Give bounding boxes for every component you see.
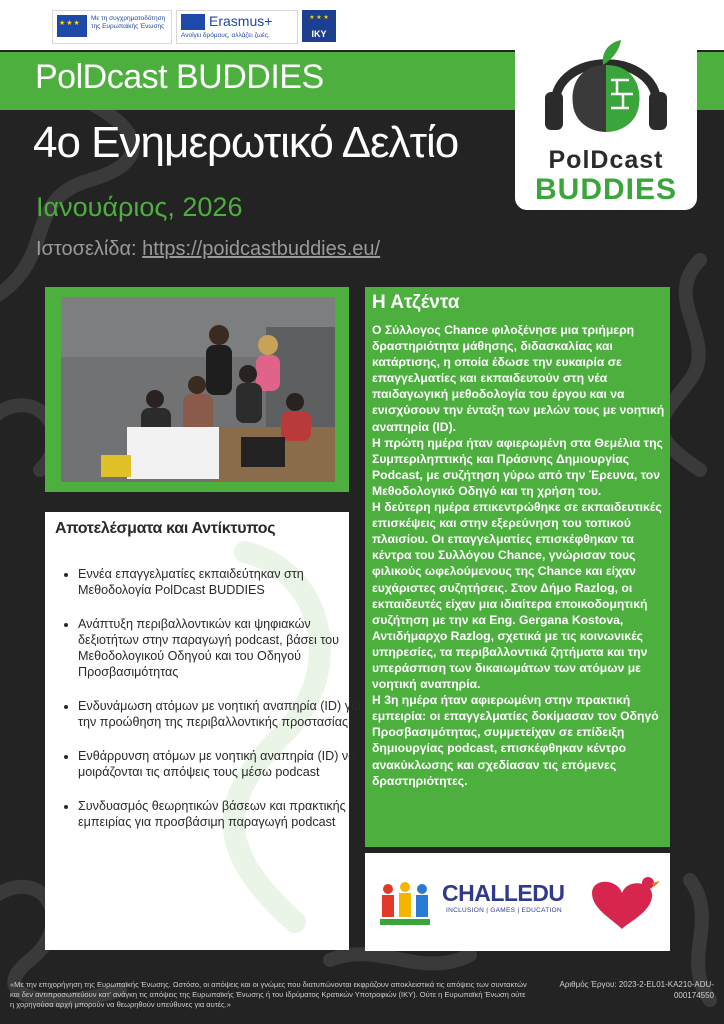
agenda-paragraph: Η πρώτη ημέρα ήταν αφιερωμένη στα Θεμέλια της Συμπεριληπτικής και Πράσινης Δημιουργίας Podcast, με συζήτηση γύρω από την Έρευνα, τον Μεθοδολογικό Οδηγό και τη χρήση του. <box>372 435 663 498</box>
agenda-body <box>372 322 665 789</box>
iky-label: IKY <box>311 29 327 39</box>
list-item: • Ενθάρρυνση ατόμων με νοητική αναπηρία (ID) να μοιράζονται τις απόψεις τους μέσω podcast <box>78 748 364 780</box>
results-title: Αποτελέσματα και Αντίκτυπος <box>55 520 276 537</box>
results-list <box>56 566 364 848</box>
project-title: PolDcast BUDDIES <box>35 58 324 96</box>
project-logo <box>515 10 697 210</box>
partner-logo-challedu: CHALLEDU <box>442 880 565 906</box>
partner-logo-chance <box>376 867 434 933</box>
website-link[interactable]: https://poidcastbuddies.eu/ <box>142 238 381 260</box>
newsletter-title: 4ο Ενημερωτικό Δελτίο <box>33 118 459 167</box>
erasmus-name: Erasmus+ <box>209 13 273 29</box>
logo-text-line2: BUDDIES <box>534 173 677 206</box>
project-number: Αριθμός Έργου: 2023-2-EL01-KA210-ADU-000174550 <box>559 980 714 1000</box>
list-item: • Ενδυνάμωση ατόμων με νοητική αναπηρία (ID) για την προώθηση της περιβαλλοντικής προστασίας <box>78 698 364 730</box>
agenda-paragraph: Ο Σύλλογος Chance φιλοξένησε μια τριήμερη δραστηριότητα μάθησης, διδασκαλίας και κατάρτισης, η οποία έδωσε την ευκαιρία σε επαγγελματίες και εκπαιδευτούν στη νέα παιδαγωγική μεθοδολογία του έργου και να ενισχύσουν την ένταξη των μελών τους με νοητική αναπηρία (ID). <box>372 323 665 434</box>
iky-logo: ★ ★ ★ IKY <box>302 10 336 42</box>
eu-funding-text: Με τη συγχρηματοδότηση της Ευρωπαϊκής Ένωσης <box>91 15 166 30</box>
group-photo <box>61 297 335 482</box>
eu-flag-icon <box>57 15 87 37</box>
erasmus-plus-logo <box>176 10 298 44</box>
list-item: • Ανάπτυξη περιβαλλοντικών και ψηφιακών δεξιοτήτων στην παραγωγή podcast, βάσει του Μεθοδολογικού Οδηγού και του Οδηγού Προσβασιμότητας <box>78 616 364 680</box>
eu-cofunded-logo <box>52 10 172 44</box>
list-item: • Εννέα επαγγελματίες εκπαιδεύτηκαν στη Μεθοδολογία PolDcast BUDDIES <box>78 566 364 598</box>
agenda-paragraph: Η δεύτερη ημέρα επικεντρώθηκε σε εκπαιδευτικές επισκέψεις και στην εξερεύνηση του τοπικού πλαισίου. Οι επαγγελματίες επισκέφθηκαν τα κέντρα του Συλλόγου Chance, γνώρισαν τους φιλικούς ωφελούμενους της Chance και είχαν ευχάριστες συζητήσεις. Στον Δήμο Razlog, οι εκπαιδευτές είχαν μια ιδιαίτερα εποικοδομητική συζήτηση με την κα Eng. Gergana Kostova, Αντιδήμαρχο Razlog, σχετικά με τις κοινωνικές υπηρεσίες, τα περιβαλλοντικά ζητήματα και την υπεράσπιση των δικαιωμάτων των ατόμων με νοητική αναπηρία. <box>372 500 662 692</box>
website-line <box>36 238 380 261</box>
newsletter-date: Ιανουάριος, 2026 <box>36 192 243 222</box>
group-photo-illustration <box>61 297 335 482</box>
footer-disclaimer: «Με την επιχορήγηση της Ευρωπαϊκής Ένωσης. Ωστόσο, οι απόψεις και οι γνώμες που διατυπώνονται εκφράζουν αποκλειστικά τις απόψεις των συντακτών και δεν αντιπροσωπεύουν κατ' ανάγκη τις απόψεις της Ευρωπαϊκής Ένωσης ή του Ιδρύματος Κρατικών Υποτροφιών (ΙΚΥ). Ούτε η Ευρωπαϊκή Ένωση ούτε η χορηγούσα αρχή μπορούν να θεωρηθούν υπεύθυνες για αυτές.» <box>10 980 527 1009</box>
eu-flag-icon <box>181 14 205 30</box>
headphones-brain-icon <box>515 10 697 150</box>
website-label: Ιστοσελίδα: <box>36 238 137 260</box>
partner-logo-heart-bird <box>582 873 664 931</box>
logo-text-line1: PolDcast <box>548 146 664 174</box>
list-item: • Συνδυασμός θεωρητικών βάσεων και πρακτικής εμπειρίας για προσβάσιμη παραγωγή podcast <box>78 798 364 830</box>
agenda-title: Η Ατζέντα <box>372 292 460 313</box>
agenda-paragraph: Η 3η ημέρα ήταν αφιερωμένη στην πρακτική εμπειρία: οι επαγγελματίες δοκίμασαν τον Οδηγό Προσβασιμότητας, συμμετείχαν σε επίδειξη δημιουργίας podcast, επισκέφθηκαν κέντρο ανακύκλωσης και σχεδίασαν τις επόμενες δραστηριότητες. <box>372 693 659 788</box>
erasmus-slogan: Ανοίγει δρόμους, αλλάζει ζωές. <box>181 32 270 39</box>
challedu-tagline: INCLUSION | GAMES | EDUCATION <box>446 907 562 914</box>
